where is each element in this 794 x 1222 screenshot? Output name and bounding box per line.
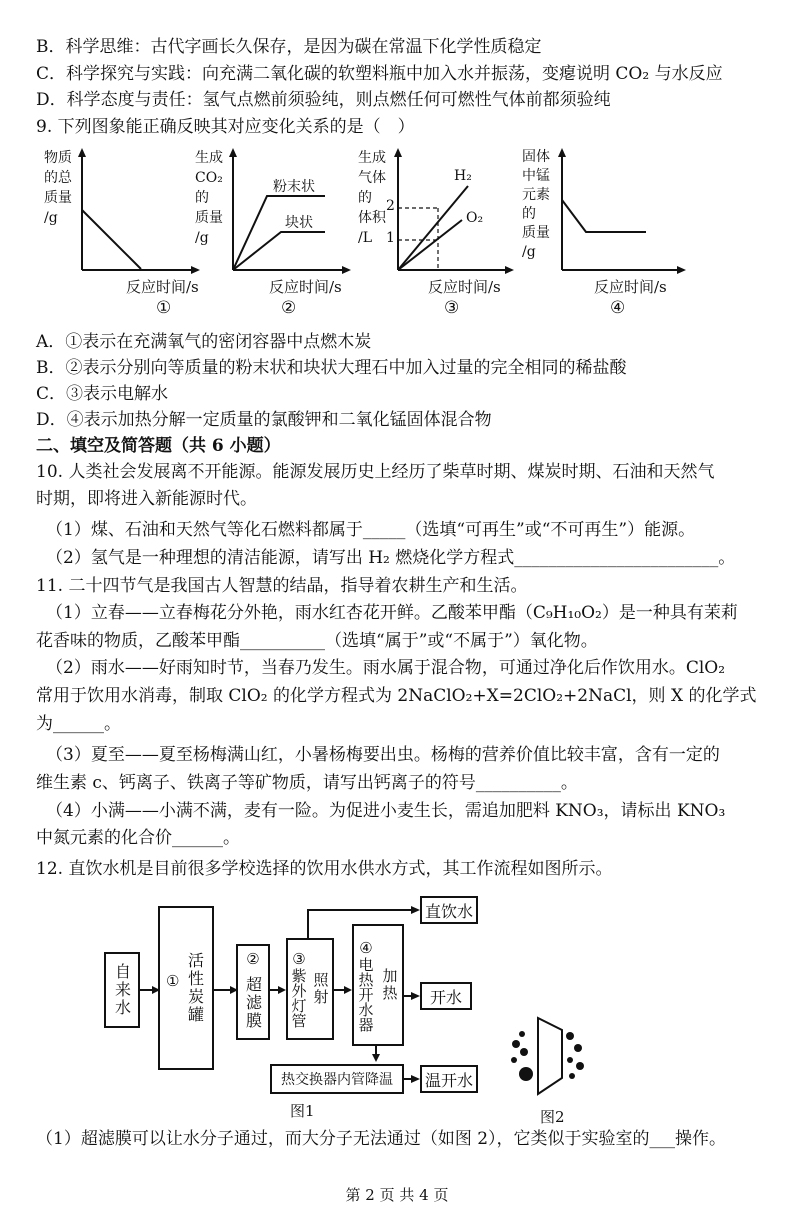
tap-water-box <box>104 952 140 1028</box>
graph-4-ylabel: 固体 中锰 元素 的 质量 /g <box>522 149 550 260</box>
uf-membrane-label: 超滤膜 <box>243 976 263 1030</box>
graph-2 <box>195 148 355 318</box>
graph-2-block-label: 块状 <box>285 215 313 231</box>
graph-2-powder-label: 粉末状 <box>273 179 315 195</box>
graph-3-ylabel: 生成 气体 的 体积 /L <box>358 150 386 246</box>
graph-4-xlabel: 反应时间/s <box>594 278 667 296</box>
q12-part-1: （1）超滤膜可以让水分子通过，而大分子无法通过（如图 2），它类似于实验室的___操作。 <box>36 1129 727 1149</box>
flow-diagram <box>0 880 794 1130</box>
heater-box <box>352 924 404 1046</box>
warm-water-label: 温开水 <box>424 1070 473 1090</box>
q11-part-3a: （3）夏至——夏至杨梅满山红，小暑杨梅要出虫。杨梅的营养价值比较丰富，含有一定的 <box>46 745 720 765</box>
option-b-line: B．科学思维：古代字画长久保存，是因为碳在常温下化学性质稳定 <box>36 37 542 57</box>
graph-2-ylabel: 生成 CO₂ 的 质量 /g <box>195 150 223 246</box>
q11-part-4a: （4）小满——小满不满，麦有一险。为促进小麦生长，需追加肥料 KNO₃，请标出 KNO₃ <box>46 801 726 821</box>
uv-lamp-box <box>286 938 334 1040</box>
graph-1-number: ① <box>156 298 172 318</box>
graph-1-xlabel: 反应时间/s <box>126 278 199 296</box>
graph-2-number: ② <box>281 298 297 318</box>
q10-part-2: （2）氢气是一种理想的清洁能源，请写出 H₂ 燃烧化学方程式________________________。 <box>46 548 736 568</box>
heat-exchanger-box <box>270 1064 404 1094</box>
graph-3-h2-line <box>398 186 468 270</box>
carbon-tank-box <box>158 906 214 1070</box>
option-d-line: D．科学态度与责任：氢气点燃前须验纯，则点燃任何可燃性气体前都须验纯 <box>36 90 611 110</box>
heater-number: ④ <box>359 938 373 957</box>
tap-water-label: 自来水 <box>112 963 132 1017</box>
direct-drink-water-label: 直饮水 <box>424 901 473 921</box>
page-footer: 第 2 页 共 4 页 <box>345 1186 449 1204</box>
figure-2-membrane-illustration <box>508 1016 598 1106</box>
q11-part-2a: （2）雨水——好雨知时节，当春乃发生。雨水属于混合物，可通过净化后作饮用水。ClO₂ <box>46 658 726 678</box>
graph-2-xlabel: 反应时间/s <box>269 278 342 296</box>
uv-lamp-label: 紫外灯管 <box>289 968 308 1028</box>
q10-part-1: （1）煤、石油和天然气等化石燃料都属于_____（选填“可再生”或“不可再生”）能源。 <box>46 520 696 540</box>
q12-stem: 12. 直饮水机是目前很多学校选择的饮用水供水方式，其工作流程如图所示。 <box>36 859 613 879</box>
heat-exchanger-label: 热交换器内管降温 <box>281 1072 393 1088</box>
question-9-stem: 9. 下列图象能正确反映其对应变化关系的是（ ） <box>36 117 415 137</box>
graph-1-ylabel: 物质 的总 质量 /g <box>44 150 72 226</box>
q10-stem-2: 时期，即将进入新能源时代。 <box>36 489 257 509</box>
graph-3 <box>358 148 518 318</box>
carbon-tank-label: 活性炭罐 <box>185 952 205 1024</box>
graph-3-h2-label: H₂ <box>454 168 472 184</box>
carbon-tank-number: ① <box>166 972 180 990</box>
q11-part-1a: （1）立春——立春梅花分外艳，雨水红杏花开鲜。乙酸苯甲酯（C₉H₁₀O₂）是一种具有茉莉 <box>46 603 738 623</box>
graph-4-line <box>562 200 646 232</box>
graph-3-number: ③ <box>444 298 460 318</box>
q11-part-2b: 常用于饮用水消毒，制取 ClO₂ 的化学方程式为 2NaClO₂+X=2ClO₂+2NaCl，则 X 的化学式 <box>36 686 757 706</box>
graph-1 <box>44 148 204 318</box>
uf-membrane-number: ② <box>244 950 262 970</box>
graph-3-xlabel: 反应时间/s <box>428 278 501 296</box>
figure-2-caption: 图2 <box>540 1108 565 1126</box>
figure-1-caption: 图1 <box>290 1102 315 1120</box>
uv-lamp-number: ③ <box>292 950 306 968</box>
graph-4 <box>522 148 692 318</box>
option-c-line: C．科学探究与实践：向充满二氧化碳的软塑料瓶中加入水并振荡，变瘪说明 CO₂ 与水反应 <box>36 64 723 84</box>
option-b: B．②表示分别向等质量的粉末状和块状大理石中加入过量的完全相同的稀盐酸 <box>36 358 627 378</box>
option-d: D．④表示加热分解一定质量的氯酸钾和二氧化锰固体混合物 <box>36 410 492 430</box>
graph-3-tick-2: 2 <box>386 198 395 214</box>
section-2-heading: 二、填空及简答题（共 6 小题） <box>36 436 281 456</box>
boiling-water-label: 开水 <box>429 987 462 1007</box>
q11-part-4b: 中氮元素的化合价______。 <box>36 828 240 848</box>
uv-irradiate-label: 照射 <box>311 972 330 1006</box>
graph-1-line <box>82 210 141 269</box>
q11-part-3b: 维生素 c、钙离子、铁离子等矿物质，请写出钙离子的符号__________。 <box>36 773 578 793</box>
heating-label: 加热 <box>380 968 399 1002</box>
graph-3-o2-line <box>398 220 462 270</box>
graph-3-o2-label: O₂ <box>466 210 484 226</box>
warm-water-box <box>420 1065 478 1093</box>
q11-part-2c: 为______。 <box>36 714 121 734</box>
uf-membrane-box <box>236 944 270 1040</box>
option-a: A．①表示在充满氧气的密闭容器中点燃木炭 <box>36 332 372 352</box>
direct-drink-water-box <box>420 896 478 924</box>
q11-stem: 11. 二十四节气是我国古人智慧的结晶，指导着农耕生产和生活。 <box>36 576 528 596</box>
option-c: C．③表示电解水 <box>36 384 169 404</box>
heater-label: 电热开水器 <box>356 956 375 1032</box>
q11-part-1b: 花香味的物质，乙酸苯甲酯__________（选填“属于”或“不属于”）氧化物。 <box>36 631 598 651</box>
boiling-water-box <box>420 982 472 1010</box>
q10-stem-1: 10. 人类社会发展离不开能源。能源发展历史上经历了柴草时期、煤炭时期、石油和天然气 <box>36 462 715 482</box>
graph-4-number: ④ <box>610 298 626 318</box>
graph-3-tick-1: 1 <box>386 230 395 246</box>
